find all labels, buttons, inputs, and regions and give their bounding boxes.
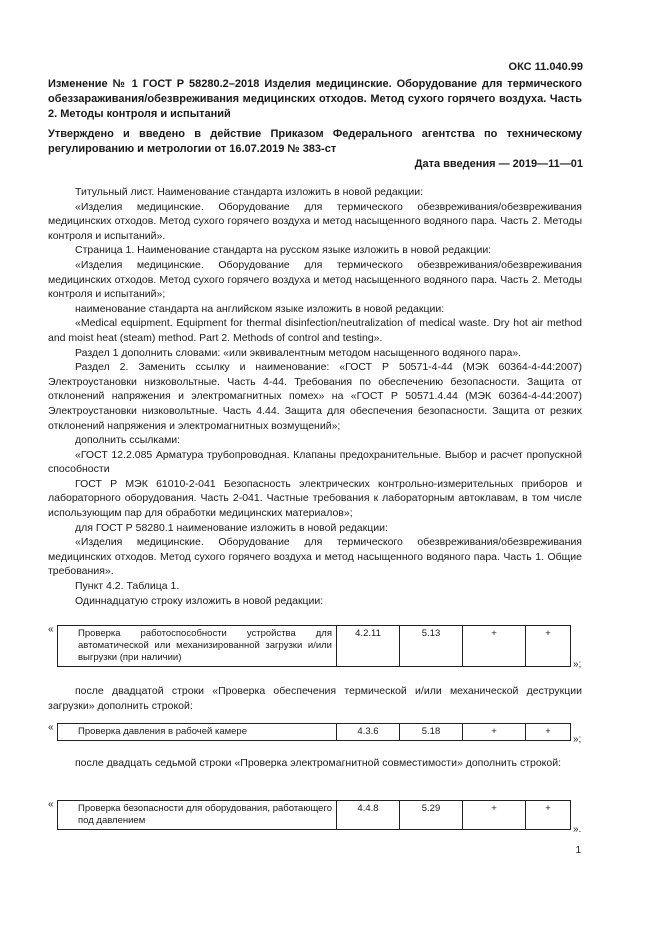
- paragraph: «Изделия медицинские. Оборудование для термического обезвреживания/обезвреживания медицинских отходов. Метод сухого горячего воздуха и метод насыщенного водяного пара. Часть 2. Методы контроля и испытаний».: [48, 200, 582, 242]
- okc-code: ОКС 11.040.99: [508, 61, 583, 73]
- open-quote: «: [48, 624, 54, 635]
- method-clause-cell: 5.29: [400, 801, 463, 830]
- test-type-cell: +: [463, 626, 526, 667]
- page-number: 1: [575, 845, 581, 856]
- check-name-cell: Проверка давления в рабочей камере: [58, 724, 337, 741]
- paragraph: Раздел 2. Заменить ссылку и наименование: «ГОСТ Р 50571-4-44 (МЭК 60364-4-44:2007) Электроустановки низковольтные. Часть 4-44. Требования по обеспечению безопасности. Защита от отклонений напряжения и электромагнитных помех» на «ГОСТ Р 50571.4.44 (МЭК 60364-4-44:2007) Электроустановки низковольтные. Часть 4.44. Защита для обеспечения безопасности. Защита от резких отклонений напряжения и электромагнитных возмущений»;: [48, 361, 582, 432]
- paragraph: для ГОСТ Р 58280.1 наименование изложить в новой редакции:: [75, 521, 388, 534]
- close-quote: »;: [573, 734, 582, 745]
- amendment-body: [48, 185, 582, 608]
- open-quote: «: [48, 799, 54, 810]
- test-type-cell: +: [463, 724, 526, 741]
- paragraph: после двадцать седьмой строки «Проверка электромагнитной совместимости» дополнить строкой:: [75, 757, 562, 769]
- table-row-addition-safety: [57, 800, 571, 830]
- paragraph: дополнить ссылками:: [75, 434, 181, 447]
- paragraph: после двадцатой строки «Проверка обеспечения термической и/или механической деструкции загрузки» дополнить строкой:: [48, 685, 582, 712]
- requirement-clause-cell: 4.2.11: [337, 626, 400, 667]
- test-type-cell: +: [526, 801, 571, 830]
- table-row: [58, 626, 571, 667]
- requirement-clause-cell: 4.3.6: [337, 724, 400, 741]
- amendment-title: Изменение № 1 ГОСТ Р 58280.2–2018 Изделия медицинские. Оборудование для термического обеззараживания/обезвреживания медицинских отходов. Метод сухого горячего воздуха. Часть 2. Методы контроля и испытаний: [48, 78, 582, 120]
- effective-date: Дата введения — 2019—11—01: [414, 158, 583, 170]
- close-quote: ».: [573, 824, 582, 835]
- paragraph: «Изделия медицинские. Оборудование для термического обезвреживания/обезвреживания медицинских отходов. Метод сухого горячего воздуха и метод насыщенного водяного пара. Часть 2. Методы контроля и испытаний»;: [48, 258, 582, 301]
- paragraph: «Medical equipment. Equipment for thermal disinfection/neutralization of medical waste. Dry hot air method and moist heat (steam) method. Part 2. Methods of control and testing».: [48, 317, 582, 344]
- method-clause-cell: 5.13: [400, 626, 463, 667]
- paragraph: «Изделия медицинские. Оборудование для термического обезвреживания/обезвреживания медицинских отходов. Метод сухого горячего воздуха и метод насыщенного водяного пара. Часть 1. Общие требования».: [48, 536, 582, 578]
- test-type-cell: +: [526, 724, 571, 741]
- check-name-cell: Проверка безопасности для оборудования, работающего под давлением: [58, 801, 337, 830]
- table-row: [58, 801, 571, 830]
- table-row: [58, 724, 571, 741]
- paragraph: Раздел 1 дополнить словами: «или эквивалентным методом насыщенного водяного пара».: [75, 346, 522, 359]
- paragraph: Страница 1. Наименование стандарта на русском языке изложить в новой редакции:: [75, 244, 492, 257]
- approval-statement: Утверждено и введено в действие Приказом Федерального агентства по техническому регулированию и метрологии от 16.07.2019 № 383-ст: [48, 128, 582, 155]
- instruction-after-row-27: [48, 756, 582, 771]
- method-clause-cell: 5.18: [400, 724, 463, 741]
- paragraph: ГОСТ Р МЭК 61010-2-041 Безопасность электрических контрольно-измерительных приборов и лабораторного оборудования. Часть 2-041. Частные требования к лабораторным автоклавам, в том числе использующим пар для обработки медицинских материалов»;: [48, 477, 582, 520]
- paragraph: «ГОСТ 12.2.085 Арматура трубопроводная. Клапаны предохранительные. Выбор и расчет пропускной способности: [48, 448, 582, 476]
- paragraph: Одиннадцатую строку изложить в новой редакции:: [75, 594, 324, 607]
- paragraph: Пункт 4.2. Таблица 1.: [75, 580, 180, 593]
- paragraph: Титульный лист. Наименование стандарта изложить в новой редакции:: [75, 186, 424, 198]
- close-quote: »;: [573, 659, 582, 670]
- table-row-replacement: [57, 625, 571, 667]
- test-type-cell: +: [463, 801, 526, 830]
- instruction-after-row-20: [48, 684, 582, 713]
- requirement-clause-cell: 4.4.8: [337, 801, 400, 830]
- check-name-cell: Проверка работоспособности устройства для автоматической или механизированной загрузки и/или выгрузки (при наличии): [58, 626, 337, 667]
- open-quote: «: [48, 722, 54, 733]
- table-row-addition-pressure: [57, 723, 571, 741]
- paragraph: наименование стандарта на английском языке изложить в новой редакции:: [75, 302, 445, 315]
- test-type-cell: +: [526, 626, 571, 667]
